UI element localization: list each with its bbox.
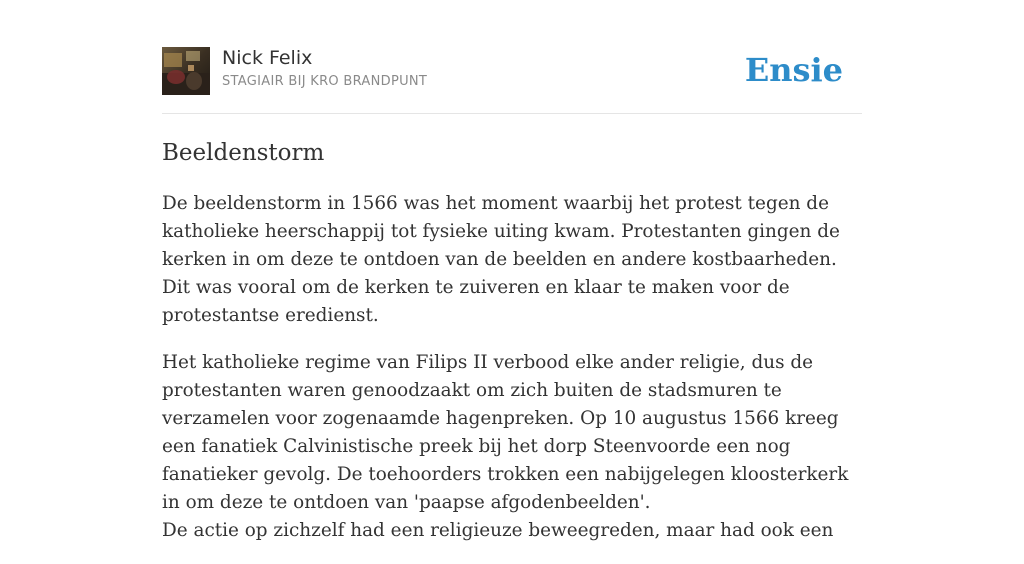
ensie-logo[interactable]: Ensie [744, 51, 843, 89]
article-body [162, 190, 870, 564]
article-paragraph: Het katholieke regime van Filips II verbood elke ander religie, dus de protestanten waren genoodzaakt om zich buiten de stadsmuren te verzamelen voor zogenaamde hagenpreken. Op 10 augustus 1566 kreeg een fanatiek Calvinistische preek bij het dorp Steenvoorde een nog fanatieker gevolg. De toehoorders trokken een nabijgelegen kloosterkerk in om deze te ontdoen van 'paapse afgodenbeelden'. De actie op zichzelf had een religieuze beweegreden, maar had ook een [162, 352, 849, 541]
article-title: Beeldenstorm [162, 140, 325, 166]
author-avatar[interactable] [162, 47, 210, 95]
avatar-photo-icon [162, 47, 210, 95]
header-divider [162, 113, 862, 114]
article-paragraph: De beeldenstorm in 1566 was het moment waarbij het protest tegen de katholieke heerschappij tot fysieke uiting kwam. Protestanten gingen de kerken in om deze te ontdoen van de beelden en andere kostbaarheden. Dit was vooral om de kerken te zuiveren en klaar te maken voor de protestantse eredienst. [162, 193, 840, 326]
author-role: STAGIAIR BIJ KRO BRANDPUNT [222, 74, 428, 89]
author-name[interactable]: Nick Felix [222, 47, 313, 69]
author-header [162, 46, 862, 96]
